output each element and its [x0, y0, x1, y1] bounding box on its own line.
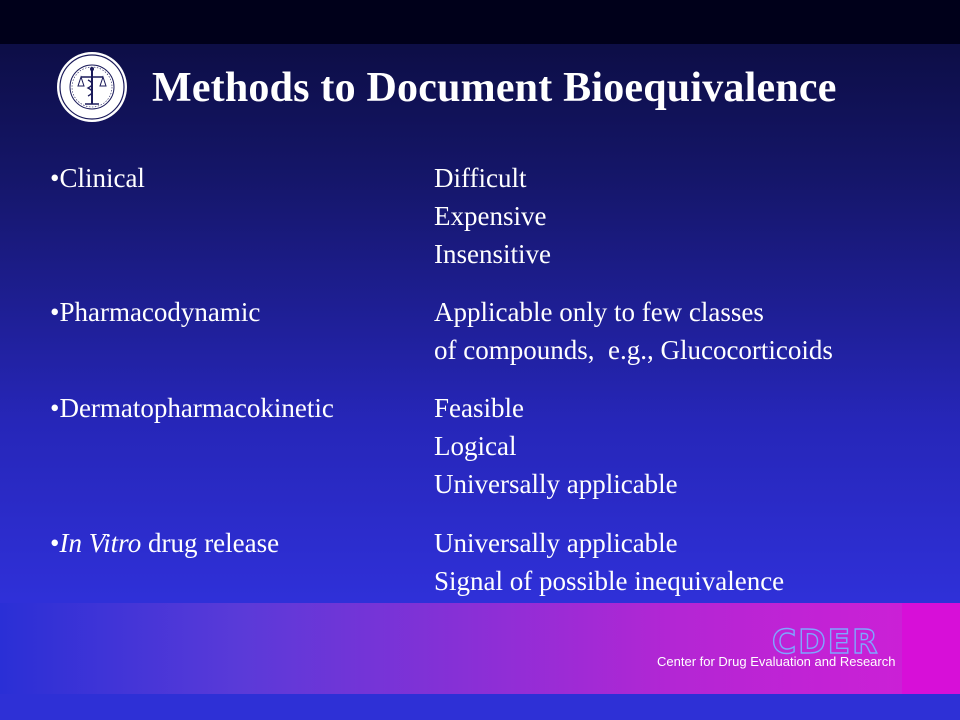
note-line: Insensitive: [434, 239, 551, 269]
bullet: •: [50, 297, 60, 327]
method-dermatopharmacokinetic-notes: [434, 389, 678, 503]
method-term: Dermatopharmacokinetic: [59, 393, 334, 423]
note-line: Universally applicable: [434, 528, 678, 558]
cder-logo: CDER: [772, 622, 880, 661]
method-in-vitro-release-notes: [434, 524, 784, 600]
method-in-vitro-release: [50, 524, 279, 562]
method-term: Pharmacodynamic: [59, 297, 261, 327]
note-line: Expensive: [434, 201, 547, 231]
method-term: Clinical: [59, 163, 145, 193]
slide-title: Methods to Document Bioequivalence: [152, 65, 837, 111]
method-pharmacodynamic: [50, 293, 260, 331]
note-line: Feasible: [434, 393, 524, 423]
method-term: drug release: [141, 528, 280, 558]
fda-seal-icon: [55, 50, 129, 124]
footer-accent: [902, 603, 960, 694]
bullet: •: [50, 393, 60, 423]
note-line: Universally applicable: [434, 469, 678, 499]
top-dark-band: [0, 0, 960, 44]
method-pharmacodynamic-notes: [434, 293, 833, 369]
method-dermatopharmacokinetic: [50, 389, 334, 427]
bullet: •: [50, 528, 60, 558]
method-clinical-notes: [434, 159, 551, 273]
bullet: •: [50, 163, 60, 193]
note-line: Signal of possible inequivalence: [434, 566, 785, 596]
bottom-strip: [0, 694, 960, 720]
note-line: Applicable only to few classes: [434, 297, 764, 327]
cder-subtitle: Center for Drug Evaluation and Research: [657, 654, 896, 669]
note-line: Logical: [434, 431, 517, 461]
method-term-italic: In Vitro: [59, 528, 142, 558]
note-line: Difficult: [434, 163, 527, 193]
note-line: of compounds, e.g., Glucocorticoids: [434, 335, 833, 365]
method-clinical: [50, 159, 145, 197]
